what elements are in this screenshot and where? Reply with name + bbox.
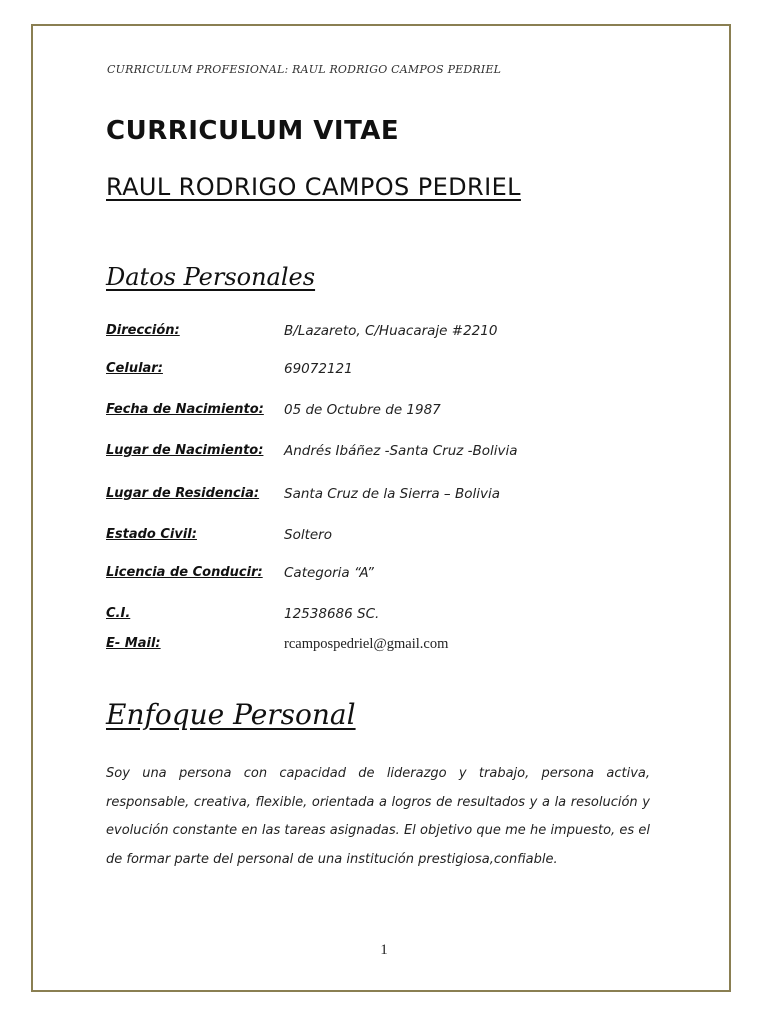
- field-value: 69072121: [284, 361, 353, 377]
- field-row-lugar-residencia: [106, 486, 666, 506]
- field-row-celular: [106, 361, 666, 381]
- field-value: Soltero: [284, 527, 332, 543]
- field-value: B/Lazareto, C/Huacaraje #2210: [284, 323, 498, 339]
- document-title: CURRICULUM VITAE: [106, 116, 400, 146]
- enfoque-paragraph: Soy una persona con capacidad de liderazgo y trabajo, persona activa, responsable, creativa, flexible, orientada a logros de resultados y a la resolución y evolución constante en las tareas asignadas. El objetivo que me he impuesto, es el de formar parte del personal de una institución prestigiosa,confiable.: [106, 766, 650, 867]
- running-header: CURRICULUM PROFESIONAL: RAUL RODRIGO CAMPOS PEDRIEL: [107, 63, 502, 76]
- page-number: 1: [380, 942, 388, 958]
- field-label: Dirección:: [106, 323, 180, 338]
- field-row-email: [106, 636, 666, 656]
- field-value: 12538686 SC.: [284, 606, 380, 622]
- field-row-estado-civil: [106, 527, 666, 547]
- field-row-fecha-nacimiento: [106, 402, 666, 422]
- field-value: Santa Cruz de la Sierra – Bolivia: [284, 486, 501, 502]
- field-label: Lugar de Residencia:: [106, 486, 260, 501]
- field-label: Fecha de Nacimiento:: [106, 402, 264, 417]
- field-label: Licencia de Conducir:: [106, 565, 263, 580]
- field-row-direccion: [106, 323, 666, 343]
- field-label: Celular:: [106, 361, 163, 376]
- field-label: C.I.: [106, 606, 131, 621]
- field-value-email: rcampospedriel@gmail.com: [284, 636, 449, 652]
- field-row-licencia-conducir: [106, 565, 666, 585]
- field-row-ci: [106, 606, 666, 626]
- candidate-name: RAUL RODRIGO CAMPOS PEDRIEL: [106, 173, 521, 201]
- field-value: 05 de Octubre de 1987: [284, 402, 441, 418]
- field-value: Andrés Ibáñez -Santa Cruz -Bolivia: [284, 443, 518, 459]
- section-heading-enfoque-personal: Enfoque Personal: [106, 698, 356, 731]
- field-label: Lugar de Nacimiento:: [106, 443, 264, 458]
- field-label: E- Mail:: [106, 636, 161, 651]
- field-label: Estado Civil:: [106, 527, 197, 542]
- field-row-lugar-nacimiento: [106, 443, 666, 463]
- field-value: Categoria “A”: [284, 565, 374, 581]
- section-heading-datos-personales: Datos Personales: [106, 263, 316, 291]
